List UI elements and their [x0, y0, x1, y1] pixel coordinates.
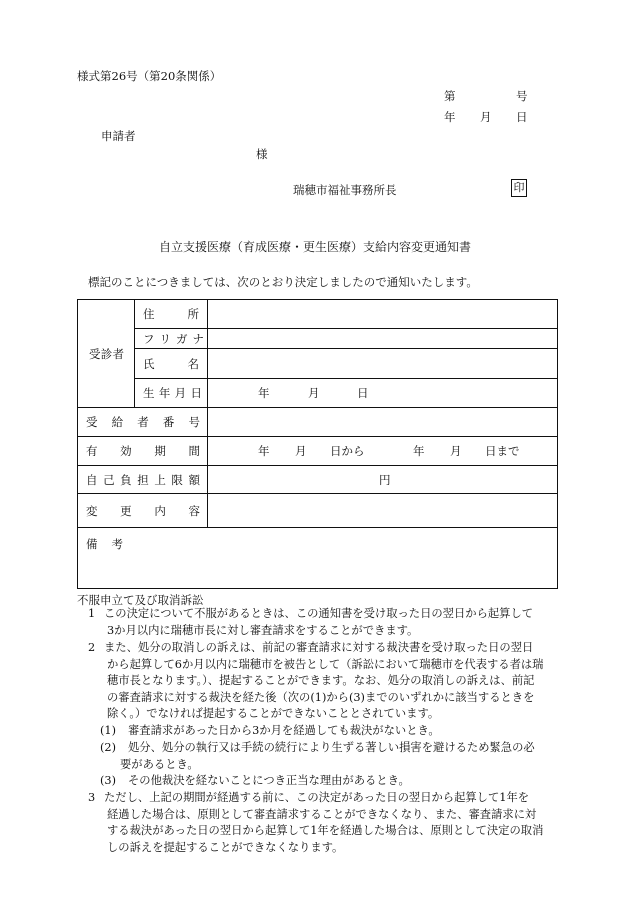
- note-3-line: ただし、上記の期間が経過する前に、この決定があった日の翌日から起算して1年を: [104, 791, 530, 804]
- valid-to-month-unit: 月: [450, 444, 462, 458]
- note-2-line: から起算して6か月以内に瑞穂市を被告として（訴訟において瑞穂市を代表する者は瑞: [107, 657, 544, 671]
- address-label-cell: [135, 300, 208, 329]
- seal-mark: 印: [511, 179, 527, 197]
- patient-group-label: [85, 346, 134, 362]
- furigana-label-char: フ: [143, 331, 155, 346]
- copay-limit-char: 額: [188, 472, 200, 487]
- subnote-2: [100, 740, 558, 773]
- note-3-line: する裁決があった日の翌日から起算して1年を経過した場合は、原則として決定の取消: [107, 824, 544, 838]
- doc-number-suffix: 号: [516, 89, 528, 103]
- subnote-2-number: (2): [100, 741, 117, 754]
- subnote-1-text: 審査請求があった日から3か月を経過しても裁決がないとき。: [128, 724, 440, 737]
- copay-limit-field[interactable]: [208, 466, 558, 494]
- furigana-label-cell: [135, 329, 208, 349]
- note-1-line: 3か月以内に瑞穂市長に対し審査請求をすることができます。: [107, 623, 419, 637]
- name-label-char: 氏: [143, 356, 155, 371]
- appeal-heading: 不服申立て及び取消訴訟: [77, 593, 204, 607]
- birth-year-unit: 年: [258, 386, 270, 400]
- copay-limit-char: 上: [154, 472, 166, 487]
- subnote-2-line: 要があるとき。: [120, 757, 199, 771]
- note-1: [88, 606, 558, 639]
- patient-group-char: 者: [112, 346, 124, 361]
- subnote-3-text: その他裁決を経ないことにつき正当な理由があるとき。: [128, 774, 410, 787]
- change-char: 内: [154, 503, 166, 518]
- intro-text: 標記のことにつきましては、次のとおり決定しましたので通知いたします。: [88, 275, 478, 289]
- patient-group-cell: [78, 300, 135, 408]
- validity-char: 効: [120, 444, 132, 458]
- remarks-cell[interactable]: [78, 528, 558, 589]
- valid-from-year-unit: 年: [258, 444, 270, 458]
- address-label-char: 所: [187, 307, 199, 321]
- change-label-cell: [78, 494, 208, 528]
- form-number: 様式第26号（第20条関係）: [77, 69, 222, 83]
- furigana-label-char: ナ: [192, 331, 204, 346]
- recipient-no-char: 受: [86, 415, 98, 429]
- date-month: 月: [480, 110, 492, 124]
- birthdate-label-char: 年: [158, 386, 171, 400]
- document-title: 自立支援医療（育成医療・更生医療）支給内容変更通知書: [158, 240, 471, 254]
- note-2-number: 2: [88, 641, 96, 654]
- valid-from-day-unit: 日から: [330, 444, 365, 458]
- valid-to-year-unit: 年: [413, 444, 425, 458]
- note-2-line: 穂市長となります。）、提起することができます。なお、処分の取消しの訴えは、前記: [107, 674, 535, 688]
- birthdate-label-char: 生: [143, 386, 155, 400]
- copay-limit-char: 担: [137, 472, 149, 487]
- note-2-line: 除く。）でなければ提起することができないこととされています。: [107, 707, 440, 721]
- copay-limit-char: 己: [103, 472, 115, 487]
- validity-field[interactable]: [208, 437, 558, 466]
- subnote-2-line: 処分、処分の執行又は手続の続行により生ずる著しい損害を避けるため緊急の必: [128, 741, 535, 754]
- birth-day-unit: 日: [357, 386, 369, 400]
- subnote-3-number: (3): [100, 774, 117, 787]
- address-field[interactable]: [208, 300, 558, 329]
- change-char: 更: [120, 503, 132, 518]
- yen-unit: 円: [379, 472, 391, 487]
- valid-to-day-unit: 日まで: [485, 444, 520, 458]
- recipient-no-field[interactable]: [208, 408, 558, 437]
- birth-month-unit: 月: [308, 386, 320, 400]
- copay-limit-char: 負: [120, 472, 132, 487]
- valid-from-month-unit: 月: [295, 444, 307, 458]
- name-label-char: 名: [187, 356, 199, 371]
- recipient-no-char: 者: [137, 415, 149, 429]
- note-3-line: 経過した場合は、原則として審査請求することができなくなり、また、審査請求に対: [107, 807, 537, 821]
- name-label-cell: [135, 349, 208, 379]
- recipient-no-label-cell: [78, 408, 208, 437]
- note-3: [88, 790, 558, 856]
- subnote-1: [100, 723, 558, 740]
- validity-char: 有: [86, 444, 98, 458]
- birthdate-label-cell: [135, 379, 208, 408]
- recipient-no-char: 号: [188, 415, 200, 429]
- birthdate-field[interactable]: [208, 379, 558, 408]
- note-2-line: の審査請求に対する裁決を経た後（次の(1)から(3)までのいずれかに該当するときを: [107, 690, 535, 704]
- copay-limit-char: 自: [86, 472, 98, 487]
- furigana-label-char: ガ: [176, 331, 188, 346]
- remarks-char: 備: [86, 537, 98, 551]
- change-char: 変: [86, 503, 98, 518]
- validity-label-cell: [78, 437, 208, 466]
- note-1-number: 1: [88, 607, 96, 620]
- change-char: 容: [188, 503, 200, 518]
- copay-limit-char: 限: [171, 472, 183, 487]
- note-2: [88, 640, 558, 723]
- furigana-field[interactable]: [208, 329, 558, 349]
- validity-char: 間: [188, 444, 200, 458]
- copay-limit-label-cell: [78, 466, 208, 494]
- date-day: 日: [516, 110, 528, 124]
- address-label-char: 住: [143, 307, 155, 321]
- date-year: 年: [444, 110, 456, 124]
- note-1-line: この決定について不服があるときは、この通知書を受け取った日の翌日から起算して: [104, 607, 534, 620]
- validity-char: 期: [154, 444, 166, 458]
- birthdate-label-char: 日: [190, 386, 202, 400]
- remarks-char: 考: [111, 537, 123, 551]
- note-3-number: 3: [88, 791, 96, 804]
- name-field[interactable]: [208, 349, 558, 379]
- subnote-1-number: (1): [100, 724, 117, 737]
- recipient-no-char: 給: [111, 415, 124, 429]
- applicant-label: 申請者: [101, 129, 136, 143]
- patient-group-char: 診: [100, 346, 113, 361]
- recipient-no-char: 番: [162, 415, 175, 429]
- change-field[interactable]: [208, 494, 558, 528]
- birthdate-label-char: 月: [174, 386, 187, 400]
- furigana-label-char: リ: [159, 331, 171, 346]
- subnote-3: [100, 773, 558, 790]
- honorific: 様: [256, 147, 268, 161]
- note-3-line: しの訴えを提起することができなくなります。: [107, 840, 344, 854]
- doc-number-prefix: 第: [444, 89, 456, 103]
- details-table: [77, 299, 558, 589]
- note-2-line: また、処分の取消しの訴えは、前記の審査請求に対する裁決書を受け取った日の翌日: [104, 641, 534, 654]
- patient-group-char: 受: [89, 346, 101, 361]
- issuer-name: 瑞穂市福祉事務所長: [293, 183, 397, 197]
